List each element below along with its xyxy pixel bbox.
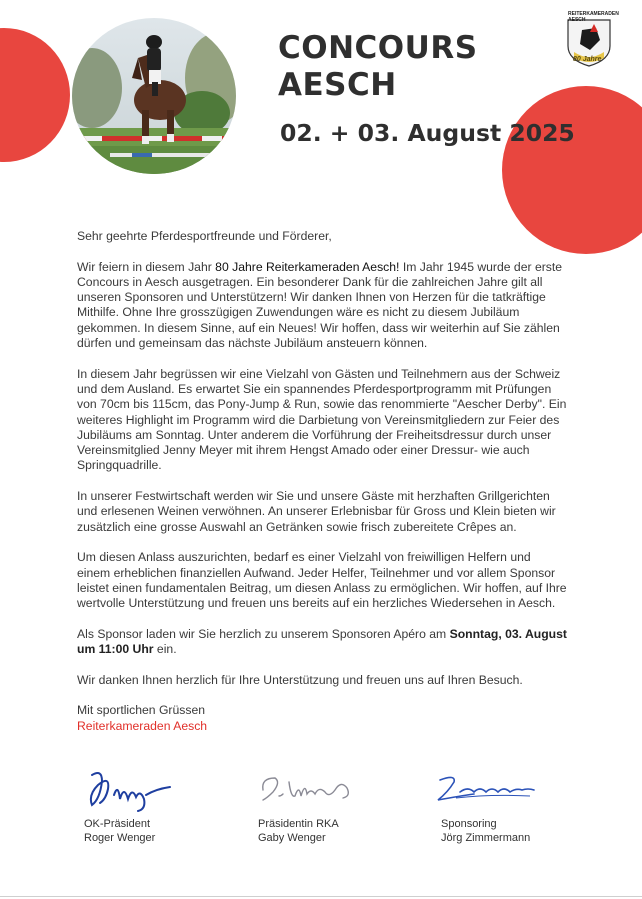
paragraph-anniversary <box>77 260 567 352</box>
event-title-line2: AESCH <box>278 67 397 103</box>
paragraph-catering: In unserer Festwirtschaft werden wir Sie und unsere Gäste mit herzhaften Grillgerichten und erlesenen Weinen verwöhnen. An unserer Erlebnisbar für Gross und Klein bieten wir zusätzlich eine grosse Auswahl an Getränken sowie frisch zubereitete Crêpes an. <box>77 489 556 534</box>
signatory-1 <box>84 817 155 845</box>
closing: Mit sportlichen Grüssen <box>77 703 206 718</box>
signatory-1-name: Roger Wenger <box>84 832 156 844</box>
signatory-2-role: Präsidentin RKA <box>258 818 339 830</box>
show-jumping-photo <box>72 18 236 174</box>
event-title <box>278 30 478 104</box>
club-logo-place: AESCH <box>568 17 586 23</box>
p1-highlight: 80 Jahre Reiterkameraden Aesch! <box>215 259 400 274</box>
p5-intro: Als Sponsor laden wir Sie herzlich zu unserem Sponsoren Apéro am <box>77 626 450 641</box>
p1-text: Im Jahr 1945 wurde der erste Concours in Aesch ausgetragen. Ein besonderer Dank für die zahlreichen Jahre gilt all unseren Sponsoren und Unterstützern! Wir danken Ihnen von Herzen für die tatkräftige Mithilfe. Ohne Ihre grosszügigen Zuwendungen wäre es nicht zu diesem Jubiläum gekommen. In diesem Sinne, auf ein Neues! Wir hoffen, dass wir weiterhin auf Sie zählen dürfen und gemeinsam das nächste Jubiläum ansteuern können. <box>77 259 563 351</box>
paragraph-program: In diesem Jahr begrüssen wir eine Vielzahl von Gästen und Teilnehmern aus der Schweiz und dem Ausland. Es erwartet Sie ein spannendes Pferdesportprogramm mit Prüfungen von 70cm bis 115cm, das Pony-Jump & Run, sowie das renommierte "Aescher Derby". Ein weiteres Highlight im Programm wird die Darbietung von Vereinsmitgliedern zur Feier des Jubiläums am Sonntag. Unter anderem die Vorführung der Freiheitsdressur durch unser Vereinsmitglied Jenny Meyer mit ihrem Hengst Amado oder einer Dressur- wie auch Springquadrille. <box>77 366 567 473</box>
paragraph-thanks: Wir danken Ihnen herzlich für Ihre Unterstützung und freuen uns auf Ihren Besuch. <box>77 672 523 687</box>
p5-end: ein. <box>153 642 177 657</box>
signatory-3-name: Jörg Zimmermann <box>441 832 531 844</box>
paragraph-apero <box>77 627 567 658</box>
signature-roger-wenger <box>80 765 180 815</box>
signatory-3-role: Sponsoring <box>441 818 497 830</box>
p5-date: Sonntag, 03. August um 11:00 Uhr <box>77 626 567 657</box>
signatory-2 <box>258 817 339 845</box>
club-logo-badge: 80 Jahre <box>573 56 602 63</box>
decorative-red-circle-left <box>0 28 70 162</box>
paragraph-support: Um diesen Anlass auszurichten, bedarf es einer Vielzahl von freiwilligen Helfern und einem erheblichen finanziellen Aufwand. Jeder Helfer, Teilnehmer und vor allem Sponsor leistet einen fundamentalen Beitrag, um diesen Anlass zu ermöglichen. Wir hoffen, auf Ihre wertvolle Unterstützung und freuen uns bereits auf ein herzliches Wiedersehen in Aesch. <box>77 550 567 611</box>
event-date: 02. + 03. August 2025 <box>280 119 575 147</box>
letter-body <box>77 229 567 734</box>
page-edge-divider <box>0 896 642 897</box>
salutation: Sehr geehrte Pferdesportfreunde und Förderer, <box>77 229 332 243</box>
signature-gaby-wenger <box>255 768 365 808</box>
club-logo-text <box>568 11 619 23</box>
signatory-3 <box>441 817 530 845</box>
club-logo-name: REITERKAMERADEN <box>568 11 619 17</box>
signatory-1-role: OK-Präsident <box>84 818 151 830</box>
signature-joerg-zimmermann <box>430 770 540 810</box>
p1-intro: Wir feiern in diesem Jahr <box>77 259 216 274</box>
event-title-line1: CONCOURS <box>278 30 478 66</box>
signatory-2-name: Gaby Wenger <box>258 832 326 844</box>
organization-name: Reiterkameraden Aesch <box>77 718 208 733</box>
